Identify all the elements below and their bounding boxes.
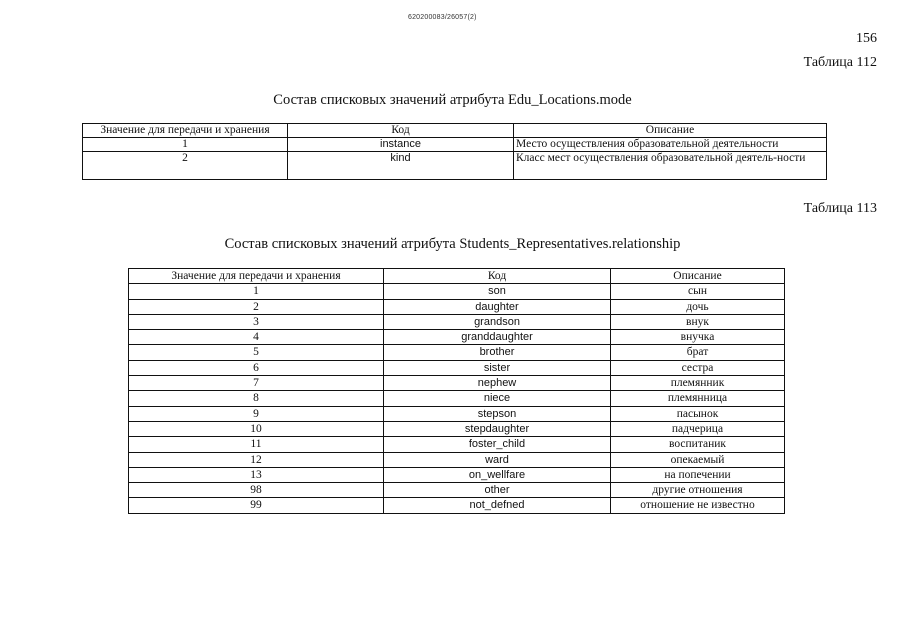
table-113-label: Таблица 113 [803,201,877,216]
description-cell: Место осуществления образовательной деятельности [514,138,827,152]
code-cell: stepson [384,406,611,421]
document-id: 620200083/26057(2) [408,14,477,21]
column-header: Значение для передачи и хранения [129,269,384,284]
table-row [83,152,827,180]
code-cell: brother [384,345,611,360]
description-cell: сестра [611,360,785,375]
code-cell: granddaughter [384,330,611,345]
table-header-row [83,124,827,138]
page-number: 156 [856,31,877,46]
table-row [129,314,785,329]
value-cell: 5 [129,345,384,360]
table-row [129,483,785,498]
code-cell: daughter [384,299,611,314]
column-header: Значение для передачи и хранения [83,124,288,138]
value-cell: 2 [83,152,288,180]
table-row [129,498,785,513]
description-cell: внучка [611,330,785,345]
code-cell: foster_child [384,437,611,452]
value-cell: 10 [129,421,384,436]
column-header: Код [384,269,611,284]
code-cell: not_defned [384,498,611,513]
description-cell: падчерица [611,421,785,436]
table-row [129,421,785,436]
table-row [129,406,785,421]
description-cell: пасынок [611,406,785,421]
code-cell: on_wellfare [384,467,611,482]
table-row [83,138,827,152]
code-cell: instance [288,138,514,152]
table-112 [82,123,827,180]
code-cell: nephew [384,376,611,391]
table-row [129,345,785,360]
table-113 [128,268,785,514]
code-cell: ward [384,452,611,467]
table-row [129,391,785,406]
description-cell: Класс мест осуществления образовательной деятель-ности [514,152,827,180]
description-cell: другие отношения [611,483,785,498]
code-cell: other [384,483,611,498]
value-cell: 3 [129,314,384,329]
description-cell: отношение не известно [611,498,785,513]
code-cell: niece [384,391,611,406]
value-cell: 99 [129,498,384,513]
description-cell: опекаемый [611,452,785,467]
table-row [129,437,785,452]
table-row [129,376,785,391]
description-cell: племянник [611,376,785,391]
table-row [129,299,785,314]
table-row [129,330,785,345]
table-112-label: Таблица 112 [803,55,877,70]
column-header: Описание [514,124,827,138]
table-header-row [129,269,785,284]
code-cell: stepdaughter [384,421,611,436]
value-cell: 8 [129,391,384,406]
column-header: Описание [611,269,785,284]
description-cell: сын [611,284,785,299]
code-cell: sister [384,360,611,375]
table-row [129,467,785,482]
description-cell: дочь [611,299,785,314]
table-112-title: Состав списковых значений атрибута Edu_Locations.mode [273,92,632,108]
value-cell: 9 [129,406,384,421]
value-cell: 11 [129,437,384,452]
description-cell: внук [611,314,785,329]
description-cell: брат [611,345,785,360]
value-cell: 12 [129,452,384,467]
table-row [129,284,785,299]
column-header: Код [288,124,514,138]
description-cell: на попечении [611,467,785,482]
value-cell: 2 [129,299,384,314]
table-row [129,452,785,467]
value-cell: 98 [129,483,384,498]
code-cell: son [384,284,611,299]
code-cell: kind [288,152,514,180]
value-cell: 7 [129,376,384,391]
description-cell: воспитаник [611,437,785,452]
table-113-title: Состав списковых значений атрибута Students_Representatives.relationship [224,236,681,252]
value-cell: 1 [83,138,288,152]
value-cell: 1 [129,284,384,299]
code-cell: grandson [384,314,611,329]
value-cell: 4 [129,330,384,345]
table-row [129,360,785,375]
value-cell: 13 [129,467,384,482]
value-cell: 6 [129,360,384,375]
description-cell: племянница [611,391,785,406]
